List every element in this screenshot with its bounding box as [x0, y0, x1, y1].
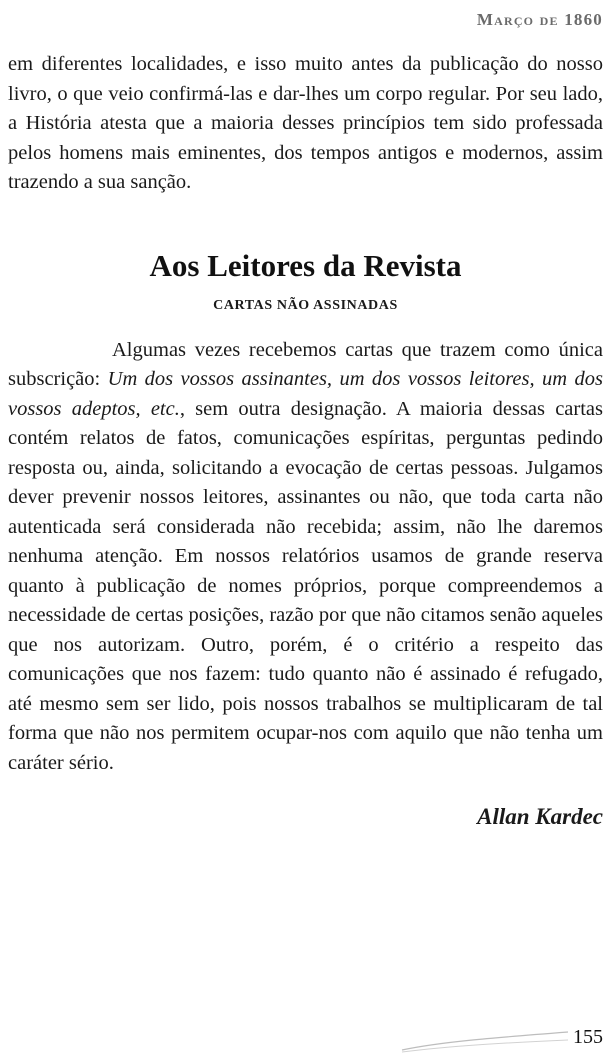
author-signature: Allan Kardec — [477, 804, 603, 829]
running-header: Março de 1860 — [476, 10, 603, 29]
section-title: Aos Leitores da Revista — [149, 247, 462, 283]
section-subtitle: CARTAS NÃO ASSINADAS — [213, 297, 398, 313]
footer-swoosh-ornament — [400, 1028, 570, 1054]
body-text-italic: Um dos vossos assinantes, um dos vossos leitores, um dos vossos adeptos, etc. — [8, 368, 603, 420]
body-paragraph — [8, 336, 603, 779]
page-content — [8, 50, 603, 830]
body-text-lead: Algumas vezes recebemos cartas que trazem como única subscrição: — [8, 338, 603, 390]
page-number: 155 — [573, 1026, 603, 1048]
body-text-rest: , sem outra designação. A maioria dessas cartas contém relatos de fatos, comunicações espíritas, perguntas pedindo resposta ou, ainda, solicitando a evocação de certas pessoas. Julgamos dever prevenir nossos leitores, assinantes ou não, que toda carta não autenticada será considerada não recebida; assim, não lhe daremos nenhuma atenção. Em nossos relatórios usamos de grande reserva quanto à publicação de nomes próprios, porque compreendemos a necessidade de certas posições, razão por que não citamos senão aqueles que nos autorizam. Outro, porém, é o critério a respeito das comunicações que nos fazem: tudo quanto não é assinado é refugado, até mesmo sem ser lido, pois nossos trabalhos se multiplicaram de tal forma que não nos permitem ocupar-nos com aquilo que não tenha um caráter sério. — [8, 397, 603, 774]
intro-paragraph: em diferentes localidades, e isso muito antes da publicação do nosso livro, o que veio confirmá-las e dar-lhes um corpo regular. Por seu lado, a História atesta que a maioria desses princípios tem sido professada pelos homens mais eminentes, dos tempos antigos e modernos, assim trazendo a sua sanção. — [8, 53, 603, 193]
